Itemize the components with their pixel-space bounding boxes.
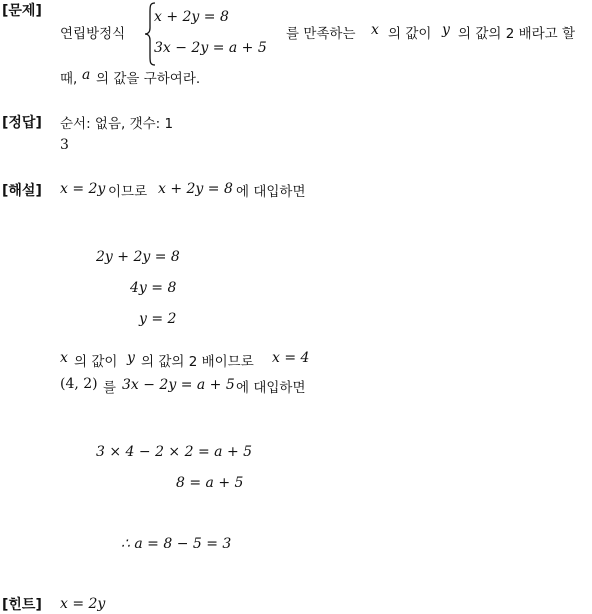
expl-line1-expr: x = 2y xyxy=(60,181,106,197)
expl-line2-y: y xyxy=(127,350,135,366)
expl-line2-b: 의 값의 2 배이므로 xyxy=(141,354,254,370)
problem-line2-a: 때, xyxy=(60,71,78,87)
system-eq1: x + 2y = 8 xyxy=(154,9,229,25)
problem-var-x: x xyxy=(371,22,379,38)
expl-line3-expr: 3x − 2y = a + 5 xyxy=(122,377,235,393)
step-4: 3 × 4 − 2 × 2 = a + 5 xyxy=(96,444,253,460)
expl-line3-a: 를 xyxy=(103,380,117,396)
expl-line1-expr2: x + 2y = 8 xyxy=(158,181,233,197)
hint-tag: [힌트] xyxy=(2,597,42,613)
step-1: 2y + 2y = 8 xyxy=(96,249,180,265)
expl-line2-x: x xyxy=(60,350,68,366)
problem-var-y: y xyxy=(442,22,450,38)
answer-value: 3 xyxy=(60,137,69,153)
problem-cond-b: 의 값이 xyxy=(388,26,432,42)
step-2: 4y = 8 xyxy=(130,280,177,296)
problem-line2-b: 의 값을 구하여라. xyxy=(96,71,201,87)
system-eq2: 3x − 2y = a + 5 xyxy=(154,40,267,56)
problem-var-a: a xyxy=(82,67,91,83)
problem-cond-c: 의 값의 2 배라고 할 xyxy=(458,26,576,42)
expl-line1-b: 에 대입하면 xyxy=(236,184,306,200)
expl-line1-a: 이므로 xyxy=(108,184,148,200)
problem-tag: [문제] xyxy=(2,3,42,19)
step-3: y = 2 xyxy=(139,311,177,327)
hint-expr: x = 2y xyxy=(60,596,106,612)
expl-line3-b: 에 대입하면 xyxy=(236,380,306,396)
answer-meta: 순서: 없음, 갯수: 1 xyxy=(60,116,174,132)
expl-line2-expr: x = 4 xyxy=(272,350,310,366)
problem-cond-a: 를 만족하는 xyxy=(286,26,356,42)
step-5: 8 = a + 5 xyxy=(176,475,244,491)
problem-intro: 연립방정식 xyxy=(60,26,126,42)
expl-line3-pair: (4, 2) xyxy=(60,376,98,392)
answer-tag: [정답] xyxy=(2,115,42,131)
explanation-tag: [해설] xyxy=(2,183,42,199)
step-6: ∴ a = 8 − 5 = 3 xyxy=(121,536,232,552)
expl-line2-a: 의 값이 xyxy=(74,354,118,370)
